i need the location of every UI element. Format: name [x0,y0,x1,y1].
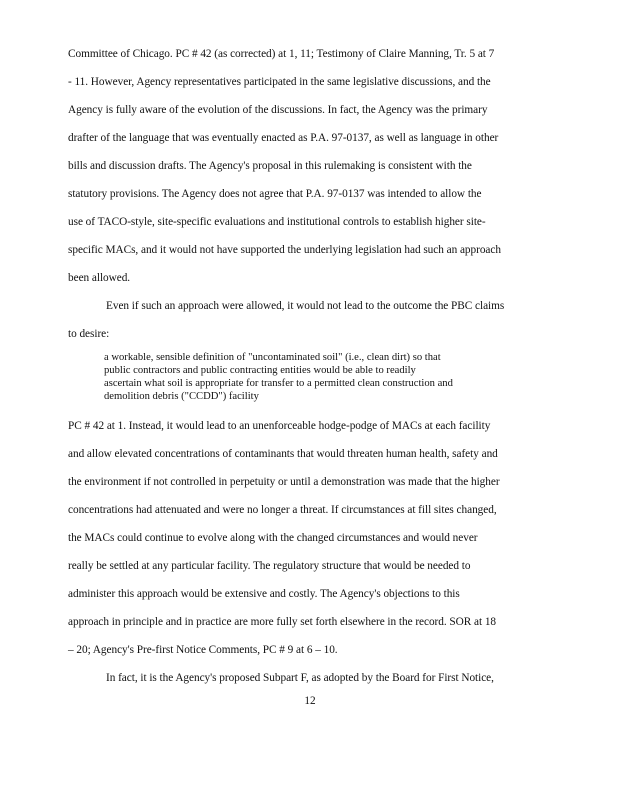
text-line: concentrations had attenuated and were no longer a threat. If circumstances at fill sites changed, [68,504,497,516]
text-line: specific MACs, and it would not have supported the underlying legislation had such an approach [68,244,501,256]
text-line: been allowed. [68,272,131,284]
text-line: administer this approach would be extensive and costly. The Agency's objections to this [68,588,460,600]
text-line: – 20; Agency's Pre-first Notice Comments, PC # 9 at 6 – 10. [68,644,338,656]
text-line: Even if such an approach were allowed, it would not lead to the outcome the PBC claims [106,300,505,312]
text-line: statutory provisions. The Agency does not agree that P.A. 97-0137 was intended to allow the [68,188,482,200]
quote-line: a workable, sensible definition of "uncontaminated soil" (i.e., clean dirt) so that [104,352,441,363]
text-line: bills and discussion drafts. The Agency's proposal in this rulemaking is consistent with the [68,160,472,172]
text-line: PC # 42 at 1. Instead, it would lead to an unenforceable hodge-podge of MACs at each facility [68,420,491,432]
quote-line: demolition debris ("CCDD") facility [104,391,259,402]
text-line: - 11. However, Agency representatives participated in the same legislative discussions, and the [68,76,491,88]
text-line: and allow elevated concentrations of contaminants that would threaten human health, safety and [68,448,498,460]
text-line: Agency is fully aware of the evolution of the discussions. In fact, the Agency was the primary [68,104,488,116]
page-number: 12 [304,695,316,707]
quote-line: ascertain what soil is appropriate for transfer to a permitted clean construction and [104,378,453,389]
text-line: the environment if not controlled in perpetuity or until a demonstration was made that the higher [68,476,500,488]
text-line: really be settled at any particular facility. The regulatory structure that would be needed to [68,560,471,572]
text-line: to desire: [68,328,110,340]
text-line: the MACs could continue to evolve along with the changed circumstances and would never [68,532,478,544]
text-line: approach in principle and in practice are more fully set forth elsewhere in the record. SOR at 18 [68,616,497,628]
text-line: In fact, it is the Agency's proposed Subpart F, as adopted by the Board for First Notice, [106,672,494,684]
text-line: Committee of Chicago. PC # 42 (as corrected) at 1, 11; Testimony of Claire Manning, Tr. 5 at 7 [68,48,495,60]
text-line: drafter of the language that was eventually enacted as P.A. 97-0137, as well as language in other [68,132,499,144]
quote-line: public contractors and public contracting entities would be able to readily [104,365,416,376]
text-line: use of TACO-style, site-specific evaluations and institutional controls to establish higher site- [68,216,486,228]
